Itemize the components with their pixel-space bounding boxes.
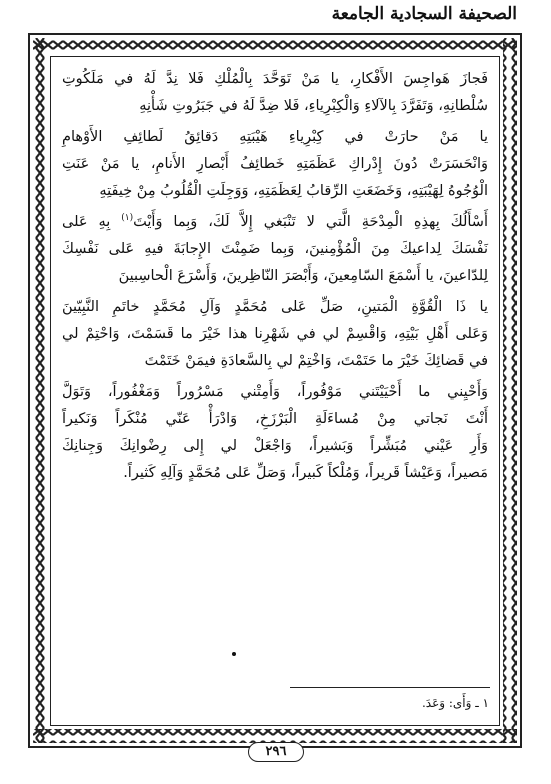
page-header-title: الصحيفة السجادية الجامعة xyxy=(331,4,517,24)
footnote: ١ ـ وَأَى: وَعَدَ. xyxy=(421,696,489,710)
text-line: الْوُجُوهُ لِهَيْبَتِهِ، وَخَضَعَتِ الرِّقابُ لِعَظَمَتِهِ، وَوَجِلَتِ الْقُلُوبُ مِنْ خِيفَتِهِ xyxy=(99,183,488,199)
text-line: أَنْتَ نَجاتي مِنْ مُساءَلَةِ الْبَرْزَخِ، وَادْرَأْ عَنّي مُنْكَراً وَنَكيراً xyxy=(62,411,488,427)
footnote-divider xyxy=(290,687,490,688)
paragraph xyxy=(62,66,488,120)
text-line: لِلدّاعينَ، يا أَسْمَعَ السّامِعينَ، وَأَبْصَرَ النّاظِرينَ، وَأَسْرَعَ الْحاسِبينَ xyxy=(118,268,488,284)
text-line: وَأَحْيِني ما أَحْيَيْتَني مَوْفُوراً، وَأَمِتْني مَسْرُوراً وَمَغْفُوراً، وَتَوَلَّ xyxy=(62,384,488,400)
text-line: وَعَلى أَهْلِ بَيْتِهِ، وَاقْسِمْ لي في شَهْرِنا هذا خَيْرَ ما قَسَمْتَ، وَاحْتِمْ لي xyxy=(62,326,488,342)
paragraph xyxy=(62,294,488,375)
text-line: سُلْطانِهِ، وَتَفَرَّدَ بِالآلاءِ وَالْكِبْرِياءِ، فَلا ضِدَّ لَهُ في جَبَرُوتِ شَأْنِهِ xyxy=(139,98,488,114)
text-line: في قَضائِكَ خَيْرَ ما حَتَمْتَ، وَاخْتِمْ لي بِالسَّعادَةِ فيمَنْ خَتَمْتَ xyxy=(144,353,488,369)
paragraph xyxy=(62,124,488,205)
text-line: يا مَنْ حارَتْ في كِبْرِياءِ هَيْبَتِهِ دَقائِقُ لَطائِفِ الأَوْهامِ xyxy=(62,129,488,145)
page-number: ٢٩٦ xyxy=(265,744,287,759)
prayer-text xyxy=(62,66,488,491)
text-segment: أَسْأَلُكَ بِهذِهِ الْمِدْحَةِ الَّتي لا تَنْبَغي إِلاَّ لَكَ، وَبِما وَأَيْتَ xyxy=(133,214,488,230)
text-segment: بِهِ عَلى xyxy=(62,214,111,230)
text-line: مَصيراً، وَعَيْشاً قَريراً، وَمُلْكاً كَبيراً، وَصَلِّ عَلى مُحَمَّدٍ وَآلِهِ كَثيراً. xyxy=(123,465,488,481)
paragraph xyxy=(62,379,488,487)
text-line: نَفْسَكَ لِداعيكَ مِنَ الْمُؤْمِنينَ، وَبِما ضَمِنْتَ الإِجابَةَ فيهِ عَلى نَفْسِكَ xyxy=(62,241,488,257)
text-line: وَأَرِ عَيْني مُبَشِّراً وَبَشيراً، وَاجْعَلْ لي إِلى رِضْوانِكَ وَجِنانِكَ xyxy=(62,438,488,454)
ornament-dot xyxy=(232,652,236,656)
text-line: فَجازَ هَواجِسَ الأَفْكارِ، يا مَنْ تَوَحَّدَ بِالْمُلْكِ فَلا نِدَّ لَهُ في مَلَكُوتِ xyxy=(62,71,488,87)
text-line: وَانْحَسَرَتْ دُونَ إِدْراكِ عَظَمَتِهِ خَطائِفُ أَبْصارِ الأَنامِ، يا مَنْ عَنَتِ xyxy=(62,156,488,172)
text-line: يا ذَا الْقُوَّةِ الْمَتينِ، صَلِّ عَلى مُحَمَّدٍ وَآلِ مُحَمَّدٍ خاتَمِ النَّبِيّينَ xyxy=(62,299,488,315)
text-line-with-footnote xyxy=(62,209,488,236)
footnote-marker: (١) xyxy=(121,213,134,224)
paragraph xyxy=(62,209,488,290)
